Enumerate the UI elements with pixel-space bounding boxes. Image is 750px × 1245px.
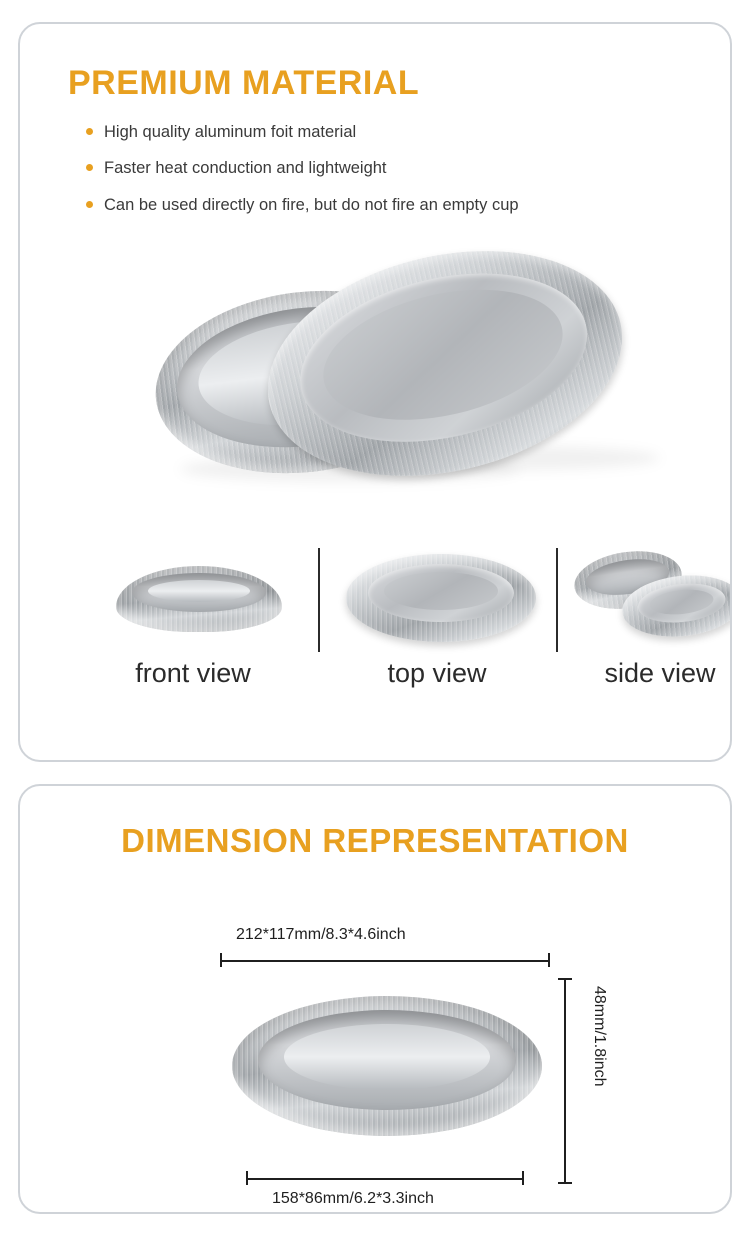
view-label: front view xyxy=(135,657,251,688)
dimension-right-label: 48mm/1.8inch xyxy=(591,986,608,1087)
list-item: High quality aluminum foit material xyxy=(86,121,690,143)
list-item: Faster heat conduction and lightweight xyxy=(86,157,690,179)
hero-product-illustration xyxy=(60,234,690,534)
dimension-title: DIMENSION REPRESENTATION xyxy=(121,822,629,859)
list-item: Can be used directly on fire, but do not fire an empty cup xyxy=(86,194,690,216)
view-front xyxy=(68,544,318,689)
dimension-bottom-line xyxy=(246,1178,524,1180)
dimension-cap xyxy=(246,1171,248,1185)
foil-pan-front-icon xyxy=(68,544,318,654)
view-label: top view xyxy=(387,657,487,688)
dimension-bottom-label: 158*86mm/6.2*3.3inch xyxy=(272,1190,434,1207)
premium-material-card xyxy=(18,22,732,762)
foil-pan-oval-icon xyxy=(232,996,542,1136)
premium-material-bullet-list xyxy=(60,121,690,216)
dimension-cap xyxy=(220,953,222,967)
dimension-top-line xyxy=(220,960,550,962)
dimension-cap xyxy=(522,1171,524,1185)
dimension-right-line xyxy=(564,978,566,1184)
view-side xyxy=(560,544,732,689)
dimension-representation-card xyxy=(18,784,732,1214)
dimension-diagram xyxy=(50,878,700,1208)
foil-pan-top-icon xyxy=(322,544,552,654)
dimension-cap xyxy=(558,978,572,980)
view-divider xyxy=(556,548,558,652)
premium-material-title: PREMIUM MATERIAL xyxy=(68,64,420,102)
dimension-top-label: 212*117mm/8.3*4.6inch xyxy=(236,926,406,943)
view-top xyxy=(322,544,552,689)
view-divider xyxy=(318,548,320,652)
view-label: side view xyxy=(604,657,716,688)
foil-pan-side-icon xyxy=(560,544,732,654)
dimension-cap xyxy=(548,953,550,967)
product-views-row xyxy=(60,544,716,714)
dimension-cap xyxy=(558,1182,572,1184)
